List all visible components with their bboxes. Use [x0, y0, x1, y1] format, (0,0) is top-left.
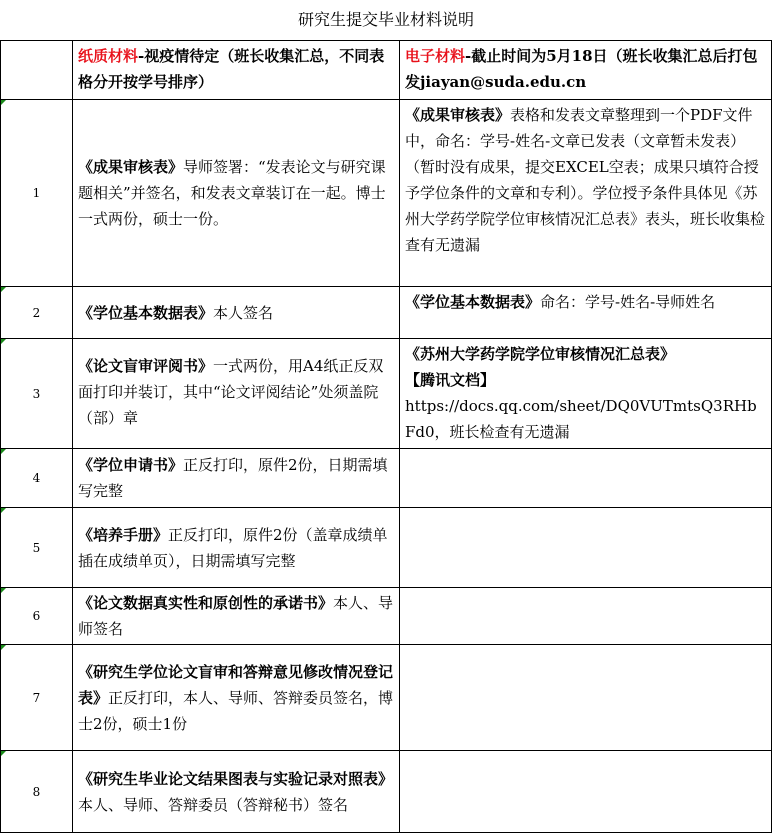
paper-header-text: -视疫情待定（班长收集汇总，不同表格分开按学号排序） [78, 47, 385, 91]
table-row [1, 100, 772, 287]
paper-cell [73, 449, 400, 508]
header-num-cell [1, 41, 73, 100]
paper-doc-text: 正反打印，原件2份，日期需填写完整 [78, 456, 388, 500]
row-number: 3 [1, 339, 73, 449]
paper-label: 纸质材料 [78, 47, 139, 65]
paper-doc-title: 《论文盲审评阅书》 [78, 357, 214, 375]
elec-doc-link[interactable]: https://docs.qq.com/sheet/DQ0VUTmtsQ3RHbFd0，班长检查有无遗漏 [405, 397, 757, 441]
paper-doc-text: 本人、导师、答辩委员（答辩秘书）签名 [78, 795, 349, 814]
row-number: 7 [1, 645, 73, 751]
table-row [1, 751, 772, 833]
paper-cell [73, 100, 400, 287]
electronic-cell [400, 588, 772, 645]
row-number: 2 [1, 287, 73, 339]
paper-doc-text: 导师签署：“发表论文与研究课题相关”并签名，和发表文章装订在一起。博士一式两份，硕士一份。 [78, 158, 386, 228]
page-title: 研究生提交毕业材料说明 [297, 10, 474, 29]
electronic-label: 电子材料 [405, 47, 466, 65]
paper-cell [73, 645, 400, 751]
header-paper-cell [73, 41, 400, 100]
table-row [1, 645, 772, 751]
paper-doc-text: 正反打印，本人、导师、答辩委员签名，博士2份，硕士1份 [78, 688, 394, 733]
electronic-header-text: -截止时间为5月18日（班长收集汇总后打包发jiayan@suda.edu.cn [405, 47, 758, 91]
paper-doc-title: 《学位基本数据表》 [78, 303, 214, 322]
elec-doc-title: 《学位基本数据表》 [405, 293, 541, 311]
paper-cell [73, 287, 400, 339]
paper-doc-title: 《论文数据真实性和原创性的承诺书》 [78, 594, 334, 612]
row-number: 1 [1, 100, 73, 287]
paper-doc-text: 正反打印，原件2份（盖章成绩单插在成绩单页），日期需填写完整 [78, 525, 388, 570]
paper-cell [73, 588, 400, 645]
paper-doc-title: 《研究生学位论文盲审和答辩意见修改情况登记表》 [78, 662, 394, 707]
elec-doc-title: 《苏州大学药学院学位审核情况汇总表》 [405, 345, 676, 363]
electronic-cell [400, 645, 772, 751]
table-row [1, 287, 772, 339]
header-electronic-cell [400, 41, 772, 100]
elec-doc-tag: 【腾讯文档】 [405, 371, 496, 389]
table-header-row [1, 41, 772, 100]
paper-doc-title: 《培养手册》 [78, 525, 169, 544]
paper-doc-text: 本人签名 [213, 303, 274, 322]
row-number: 4 [1, 449, 73, 508]
row-number: 6 [1, 588, 73, 645]
paper-doc-text: 本人、导师签名 [78, 594, 394, 638]
electronic-cell [400, 100, 772, 287]
electronic-cell [400, 449, 772, 508]
elec-doc-text: 命名：学号-姓名-导师姓名 [540, 293, 716, 311]
paper-cell [73, 339, 400, 449]
table-row [1, 449, 772, 508]
electronic-cell [400, 287, 772, 339]
elec-doc-title: 《成果审核表》 [405, 106, 511, 124]
table-row [1, 339, 772, 449]
table-row [1, 508, 772, 588]
paper-cell [73, 508, 400, 588]
paper-doc-title: 《学位申请书》 [78, 456, 184, 474]
row-number: 5 [1, 508, 73, 588]
electronic-cell [400, 751, 772, 833]
paper-doc-text: 一式两份，用A4纸正反双面打印并装订，其中“论文评阅结论”处须盖院（部）章 [78, 357, 384, 427]
materials-table [0, 40, 772, 833]
paper-cell [73, 751, 400, 833]
elec-doc-text: 表格和发表文章整理到一个PDF文件中，命名：学号-姓名-文章已发表（文章暂未发表）（暂时没有成果，提交EXCEL空表；成果只填符合授予学位条件的文章和专利）。学位授予条件具体见《苏州大学药学院学位审核情况汇总表》表头，班长收集检查有无遗漏 [405, 106, 766, 254]
paper-doc-title: 《研究生毕业论文结果图表与实验记录对照表》 [78, 769, 394, 788]
electronic-cell [400, 508, 772, 588]
electronic-cell [400, 339, 772, 449]
table-row [1, 588, 772, 645]
row-number: 8 [1, 751, 73, 833]
paper-doc-title: 《成果审核表》 [78, 158, 184, 176]
